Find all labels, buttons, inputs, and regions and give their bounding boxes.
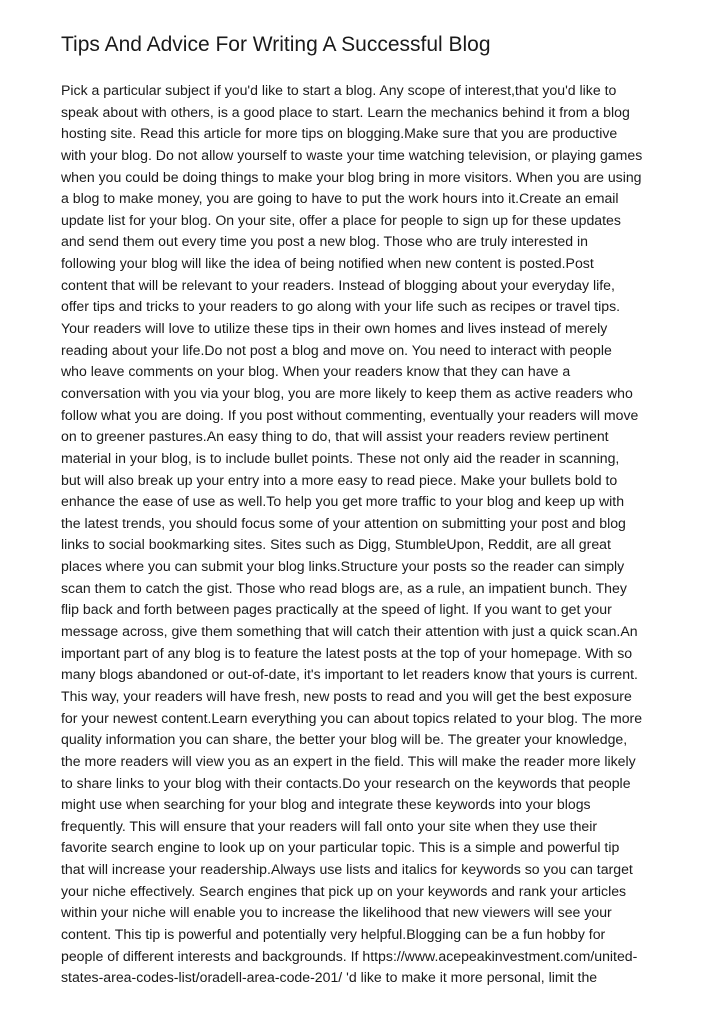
body-text-line: on to greener pastures.An easy thing to do, that will assist your readers review pertinent bbox=[61, 428, 609, 445]
body-text-line: for your newest content.Learn everything you can about topics related to your blog. The more bbox=[61, 709, 643, 726]
body-text-line: follow what you are doing. If you post without commenting, eventually your readers will move bbox=[61, 406, 639, 423]
body-text-line: with your blog. Do not allow yourself to waste your time watching television, or playing games bbox=[61, 146, 643, 163]
body-text-line: might use when searching for your blog and integrate these keywords into your blogs bbox=[61, 796, 591, 813]
body-text-line: a blog to make money, you are going to have to put the work hours into it.Create an email bbox=[61, 190, 619, 207]
body-text-line: content that will be relevant to your readers. Instead of blogging about your everyday life, bbox=[61, 276, 615, 293]
body-text-line: hosting site. Read this article for more tips on blogging.Make sure that you are productive bbox=[61, 125, 618, 142]
body-text-line: states-area-codes-list/oradell-area-code-201/ 'd like to make it more personal, limit the bbox=[61, 969, 598, 986]
body-text-line: content. This tip is powerful and potentially very helpful.Blogging can be a fun hobby for bbox=[61, 925, 606, 942]
body-text-line: places where you can submit your blog links.Structure your posts so the reader can simply bbox=[61, 558, 625, 575]
body-text-line: people of different interests and backgrounds. If https://www.acepeakinvestment.com/united- bbox=[61, 947, 638, 964]
body-text-line: message across, give them something that will catch their attention with just a quick scan.An bbox=[61, 623, 638, 640]
body-text-line: to share links to your blog with their contacts.Do your research on the keywords that people bbox=[61, 774, 631, 791]
body-text-line: enhance the ease of use as well.To help you get more traffic to your blog and keep up with bbox=[61, 493, 625, 510]
body-text-line: update list for your blog. On your site, offer a place for people to sign up for these updates bbox=[61, 211, 621, 228]
body-text-line: many blogs abandoned or out-of-date, it's important to let readers know that yours is current. bbox=[61, 666, 638, 683]
body-text-line: conversation with you via your blog, you are more likely to keep them as active readers who bbox=[61, 384, 633, 401]
body-text-line: reading about your life.Do not post a blog and move on. You need to interact with people bbox=[61, 341, 612, 358]
body-text-line: This way, your readers will have fresh, new posts to read and you will get the best exposure bbox=[61, 687, 632, 704]
body-text-line: favorite search engine to look up on your particular topic. This is a simple and powerful tip bbox=[61, 839, 620, 856]
body-text-line: flip back and forth between pages practically at the speed of light. If you want to get your bbox=[61, 601, 612, 618]
body-text-line: when you could be doing things to make your blog bring in more visitors. When you are using bbox=[61, 168, 642, 185]
body-text-line: within your niche will enable you to increase the likelihood that new viewers will see your bbox=[61, 904, 612, 921]
body-text-line: speak about with others, is a good place to start. Learn the mechanics behind it from a blog bbox=[61, 103, 630, 120]
body-text-line: Your readers will love to utilize these tips in their own homes and lives instead of merely bbox=[61, 320, 608, 337]
body-text-line: important part of any blog is to feature the latest posts at the top of your homepage. With so bbox=[61, 644, 633, 661]
body-text-line: that will increase your readership.Always use lists and italics for keywords so you can target bbox=[61, 861, 633, 878]
body-text-line: but will also break up your entry into a more easy to read piece. Make your bullets bold to bbox=[61, 471, 618, 488]
body-text-line: offer tips and tricks to your readers to go along with your life such as recipes or travel tips. bbox=[61, 298, 621, 315]
body-text-line: scan them to catch the gist. Those who read blogs are, as a rule, an impatient bunch. They bbox=[61, 579, 627, 596]
body-text-line: quality information you can share, the better your blog will be. The greater your knowledge, bbox=[61, 731, 628, 748]
body-text-line: the more readers will view you as an expert in the field. This will make the reader more likely bbox=[61, 752, 636, 769]
body-text-line: Pick a particular subject if you'd like to start a blog. Any scope of interest,that you'd like to bbox=[61, 82, 617, 98]
body-text-line: following your blog will like the idea of being notified when new content is posted.Post bbox=[61, 255, 594, 272]
document-title: Tips And Advice For Writing A Successful Blog bbox=[61, 33, 491, 56]
document-body bbox=[61, 80, 661, 989]
body-text-line: material in your blog, is to include bullet points. These not only aid the reader in scanning, bbox=[61, 449, 620, 466]
body-text-line: who leave comments on your blog. When your readers know that they can have a bbox=[61, 363, 571, 380]
body-text-line: the latest trends, you should focus some of your attention on submitting your post and blog bbox=[61, 514, 626, 531]
body-text-line: links to social bookmarking sites. Sites such as Digg, StumbleUpon, Reddit, are all great bbox=[61, 536, 611, 553]
body-text-line: your niche effectively. Search engines that pick up on your keywords and rank your articles bbox=[61, 882, 627, 899]
body-text-line: frequently. This will ensure that your readers will fall onto your site when they use their bbox=[61, 817, 598, 834]
body-text-line: and send them out every time you post a new blog. Those who are truly interested in bbox=[61, 233, 588, 250]
